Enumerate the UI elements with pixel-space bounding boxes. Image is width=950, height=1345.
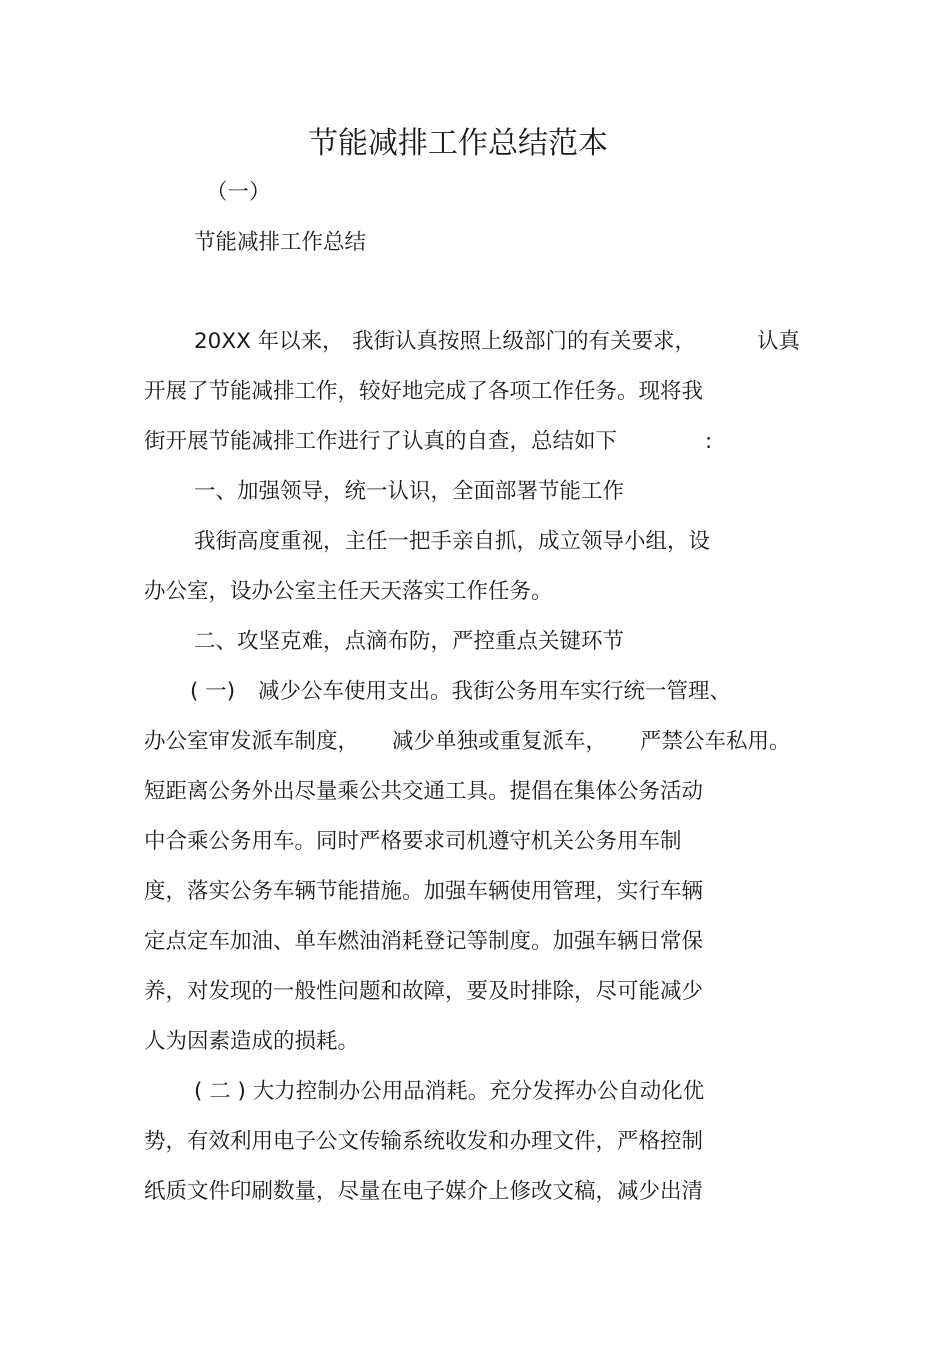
paragraph-line: 严禁公车私用。	[640, 729, 791, 754]
paragraph-line: 20XX 年以来，	[194, 329, 344, 354]
paragraph-line: 办公室审发派车制度，	[144, 729, 360, 754]
paragraph-line: 势，有效利用电子公文传输系统收发和办理文件，严格控制	[144, 1129, 704, 1154]
paragraph-line: 减少公车使用支出。我街公务用车实行统一管理、	[258, 679, 732, 704]
subsection-marker: ( 一)	[190, 679, 236, 704]
paragraph-line: 纸质文件印刷数量，尽量在电子媒介上修改文稿，减少出清	[144, 1179, 704, 1204]
paragraph-line: 认真	[757, 329, 801, 354]
subtitle: 节能减排工作总结	[194, 230, 367, 255]
paragraph-line: 我街认真按照上级部门的有关要求，	[352, 329, 697, 354]
paragraph-line: 度，落实公务车辆节能措施。加强车辆使用管理，实行车辆	[144, 879, 704, 904]
section-marker: （一）	[206, 180, 271, 205]
paragraph-line: 短距离公务外出尽量乘公共交通工具。提倡在集体公务活动	[144, 779, 704, 804]
paragraph-line: ( 二 ) 大力控制办公用品消耗。充分发挥办公自动化优	[194, 1079, 705, 1104]
paragraph-line: 定点定车加油、单车燃油消耗登记等制度。加强车辆日常保	[144, 929, 704, 954]
paragraph-line: 中合乘公务用车。同时严格要求司机遵守机关公务用车制	[144, 829, 682, 854]
paragraph-line: 减少单独或重复派车，	[392, 729, 608, 754]
paragraph-line: 街开展节能减排工作进行了认真的自查，总结如下	[144, 429, 618, 454]
paragraph-line: :	[705, 429, 713, 454]
paragraph-line: 开展了节能减排工作，较好地完成了各项工作任务。现将我	[144, 379, 704, 404]
paragraph-line: 办公室，设办公室主任天天落实工作任务。	[144, 579, 553, 604]
section-heading: 一、加强领导，统一认识，全面部署节能工作	[194, 479, 625, 504]
section-heading: 二、攻坚克难，点滴布防，严控重点关键环节	[194, 629, 625, 654]
paragraph-line: 人为因素造成的损耗。	[144, 1029, 360, 1054]
paragraph-line: 养，对发现的一般性问题和故障，要及时排除，尽可能减少	[144, 979, 704, 1004]
paragraph-line: 我街高度重视，主任一把手亲自抓，成立领导小组，设	[194, 529, 711, 554]
document-title: 节能减排工作总结范本	[308, 126, 608, 161]
